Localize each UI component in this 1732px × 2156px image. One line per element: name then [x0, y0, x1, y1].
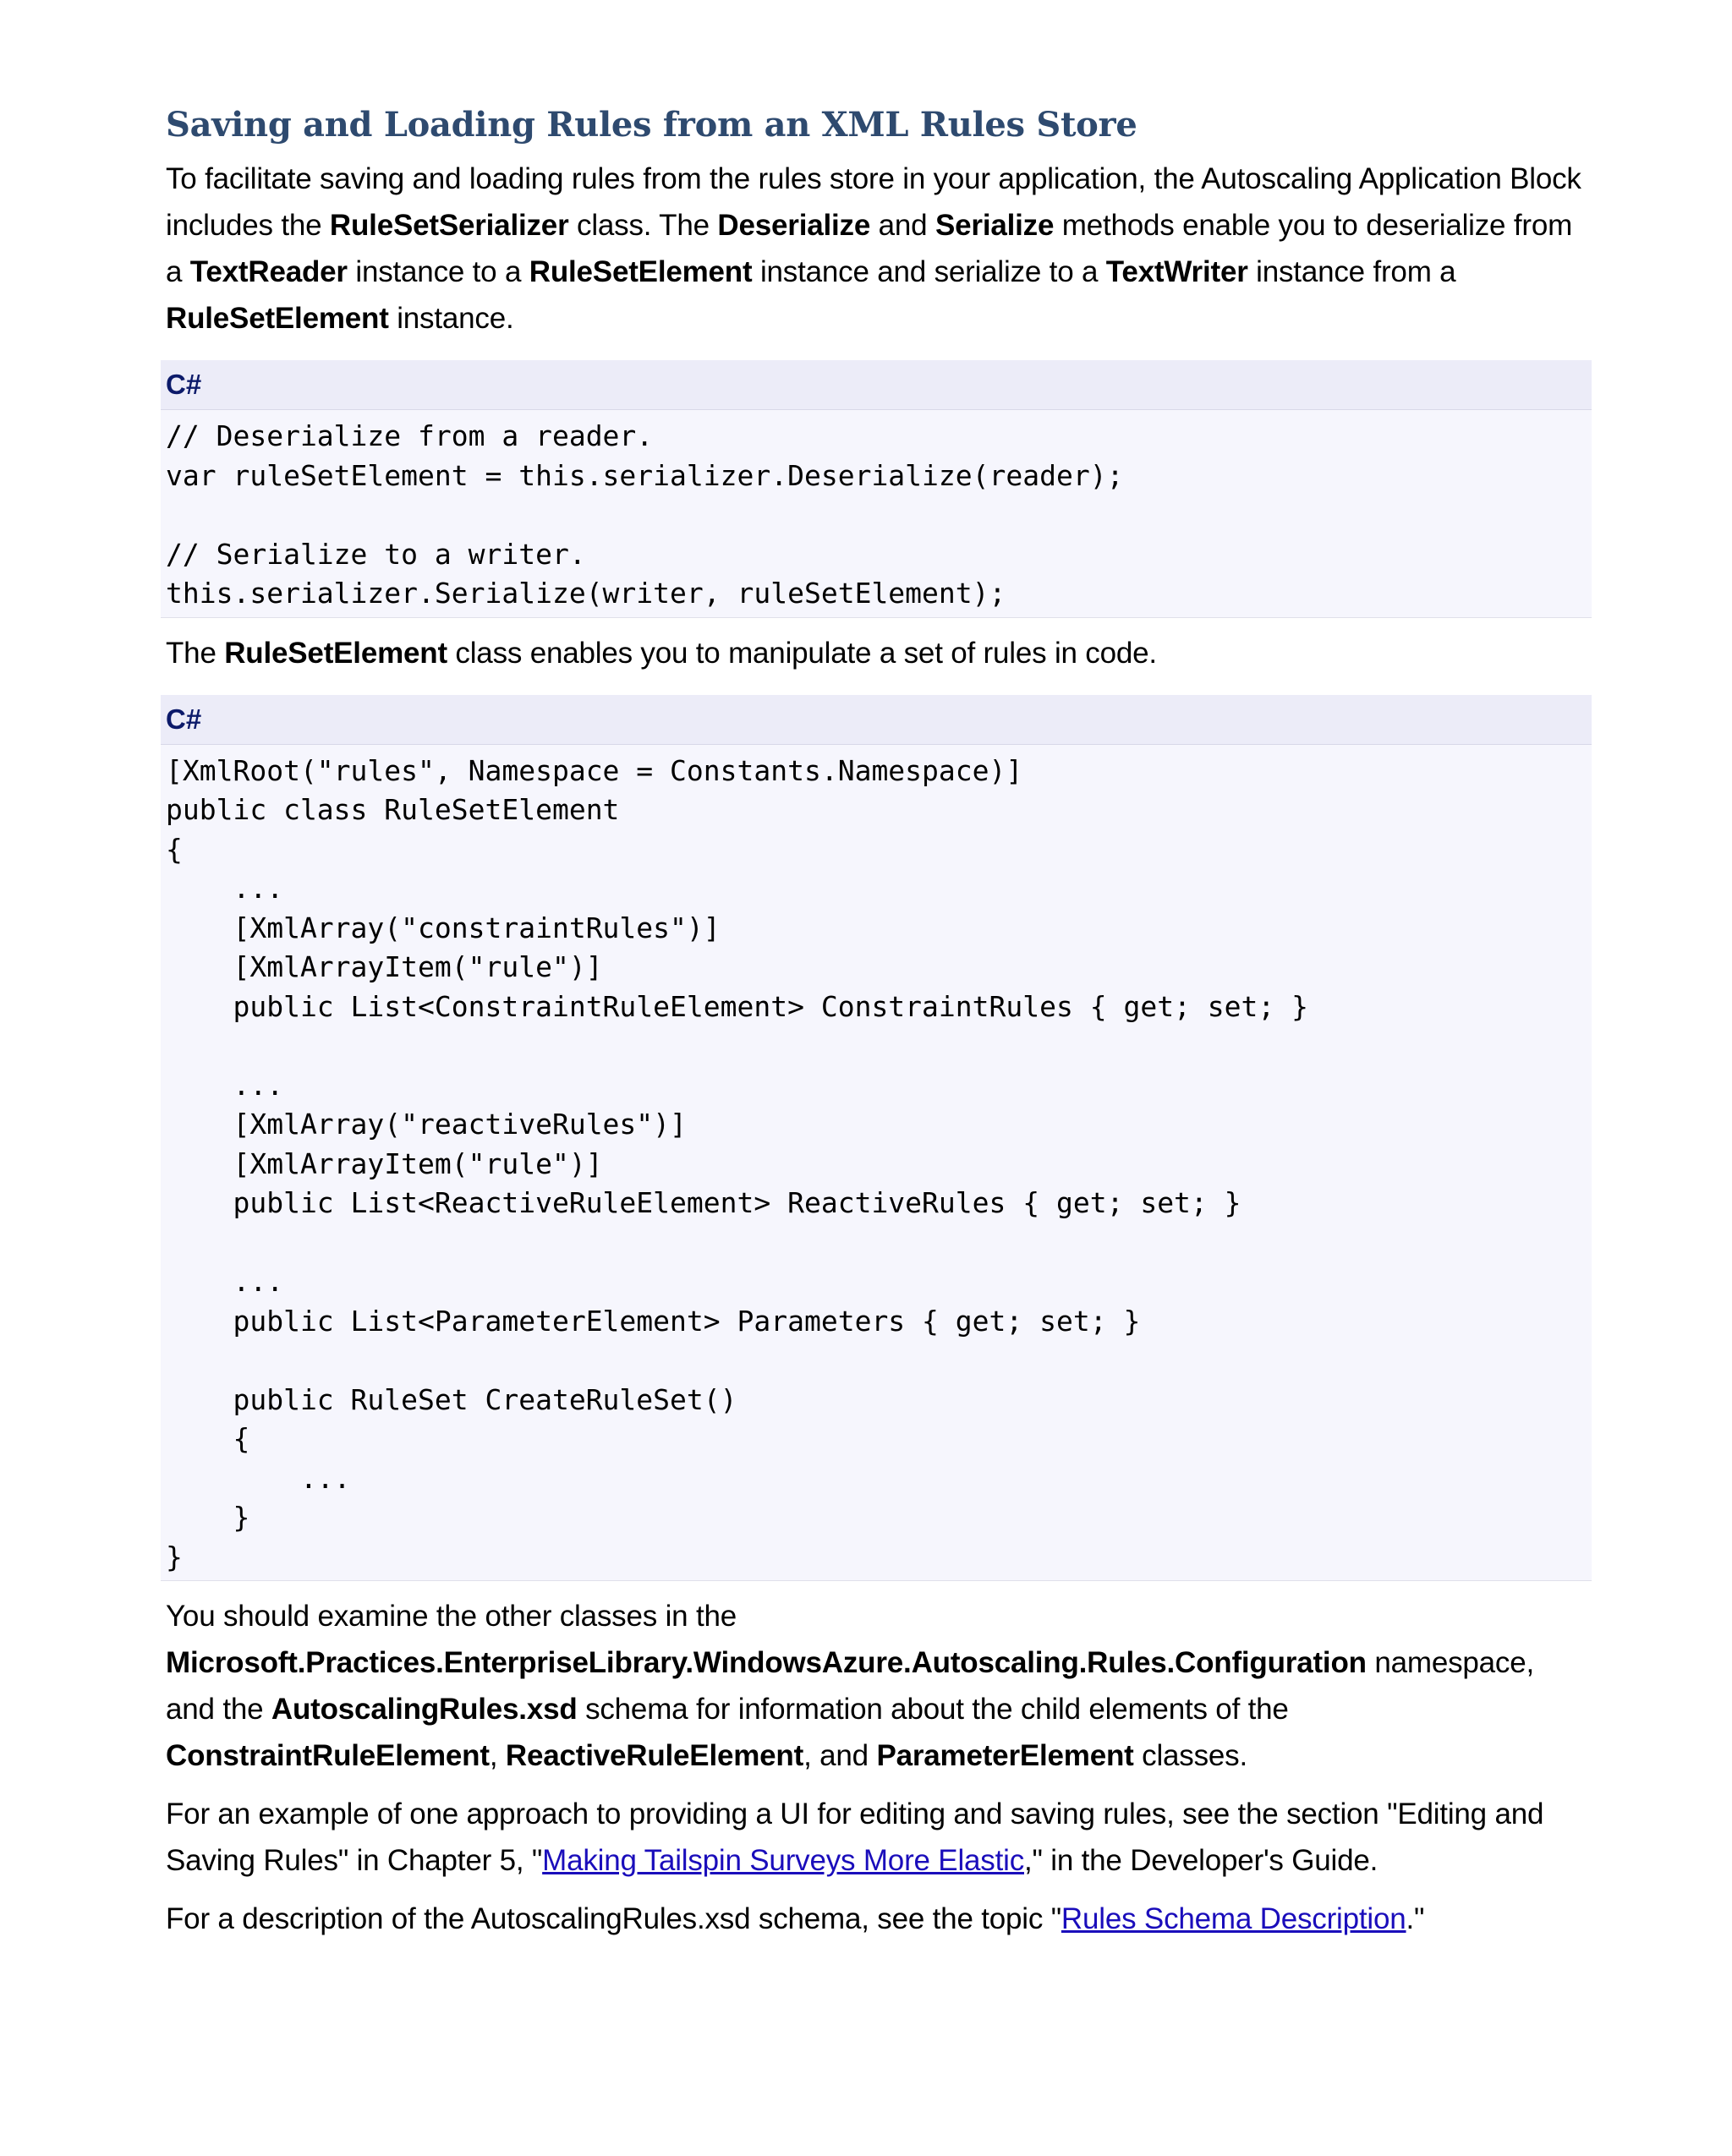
intro-paragraph	[166, 156, 1587, 342]
para2-bold-rulesetelement: RuleSetElement	[224, 636, 447, 670]
para3-text-6: classes.	[1133, 1739, 1247, 1772]
code-line: [XmlArray("constraintRules")]	[166, 911, 721, 944]
para4-text-2: ," in the Developer's Guide.	[1024, 1844, 1378, 1877]
intro-text-4: methods enable you to deserialize from a	[166, 209, 1573, 288]
intro-bold-rulesetelement-1: RuleSetElement	[529, 255, 753, 288]
para3-text-2: namespace, and the	[166, 1646, 1535, 1726]
para3-text-1: You should examine the other classes in the	[166, 1600, 737, 1633]
intro-bold-textreader: TextReader	[189, 255, 348, 288]
intro-bold-deserialize: Deserialize	[717, 209, 871, 242]
code-line: public List<ParameterElement> Parameters { get; set; }	[166, 1304, 1141, 1338]
code-line: [XmlArray("reactiveRules")]	[166, 1108, 687, 1141]
code-line: public class RuleSetElement	[166, 793, 620, 826]
code-line: ...	[166, 872, 284, 905]
namespace-paragraph	[166, 1593, 1587, 1779]
code-line: this.serializer.Serialize(writer, ruleSetElement);	[166, 577, 1006, 610]
para4-text-1: For an example of one approach to providing a UI for editing and saving rules, see the section "Editing and Saving Rules" in Chapter 5, "	[166, 1798, 1544, 1877]
para5-text-1: For a description of the AutoscalingRules.xsd schema, see the topic "	[166, 1902, 1061, 1935]
code-line: public List<ConstraintRuleElement> ConstraintRules { get; set; }	[166, 989, 1309, 1023]
code-line: // Serialize to a writer.	[166, 537, 586, 571]
document-page	[166, 100, 1587, 1942]
para3-bold-parameterelement: ParameterElement	[876, 1739, 1134, 1772]
code-line: [XmlRoot("rules", Namespace = Constants.Namespace)]	[166, 753, 1023, 787]
code-line	[166, 1026, 1587, 1066]
code-line: ...	[166, 1068, 284, 1102]
code-line: {	[166, 832, 183, 866]
code-line	[166, 495, 1587, 535]
para2-text-2: class enables you to manipulate a set of rules in code.	[447, 636, 1157, 670]
para5-text-2: ."	[1406, 1902, 1425, 1935]
para2-text-1: The	[166, 636, 225, 670]
intro-text-3: and	[870, 209, 935, 242]
para3-bold-namespace: Microsoft.Practices.EnterpriseLibrary.WindowsAzure.Autoscaling.Rules.Configuration	[166, 1646, 1367, 1679]
intro-bold-rulesetelement-2: RuleSetElement	[166, 302, 389, 335]
code-language-label: C#	[161, 360, 1592, 410]
intro-text-1: To facilitate saving and loading rules from the rules store in your application, the Autoscaling Application Block includes the	[166, 162, 1581, 242]
intro-text-7: instance from a	[1247, 255, 1456, 288]
intro-bold-ruleset-serializer: RuleSetSerializer	[329, 209, 569, 242]
code-line: var ruleSetElement = this.serializer.Deserialize(reader);	[166, 458, 1124, 492]
para3-bold-constraintruleelement: ConstraintRuleElement	[166, 1739, 490, 1772]
code-line: ...	[166, 1461, 351, 1495]
para3-text-3: schema for information about the child elements of the	[577, 1693, 1289, 1726]
code-line: // Deserialize from a reader.	[166, 419, 654, 452]
schema-paragraph	[166, 1896, 1587, 1942]
para3-bold-xsd: AutoscalingRules.xsd	[271, 1693, 578, 1726]
intro-text-8: instance.	[388, 302, 514, 335]
intro-text-6: instance and serialize to a	[752, 255, 1106, 288]
code-line	[166, 1341, 1587, 1381]
para3-bold-reactiveruleelement: ReactiveRuleElement	[505, 1739, 804, 1772]
code-line: {	[166, 1422, 250, 1455]
code-line: [XmlArrayItem("rule")]	[166, 950, 603, 983]
code-line: }	[166, 1501, 250, 1534]
para3-text-4: ,	[489, 1739, 506, 1772]
code-block-rulesetelement	[161, 695, 1592, 1582]
intro-bold-textwriter: TextWriter	[1105, 255, 1248, 288]
example-paragraph	[166, 1791, 1587, 1884]
code-line: }	[166, 1540, 183, 1573]
rulesetelement-paragraph	[166, 630, 1587, 676]
link-rules-schema-description[interactable]: Rules Schema Description	[1061, 1902, 1406, 1935]
code-line: ...	[166, 1265, 284, 1298]
code-language-label: C#	[161, 695, 1592, 745]
code-body	[161, 745, 1592, 1582]
intro-text-2: class. The	[568, 209, 718, 242]
code-line: public List<ReactiveRuleElement> ReactiveRules { get; set; }	[166, 1186, 1241, 1219]
code-line: public RuleSet CreateRuleSet()	[166, 1382, 737, 1416]
para3-text-5: , and	[803, 1739, 877, 1772]
code-line: [XmlArrayItem("rule")]	[166, 1146, 603, 1180]
code-line	[166, 1223, 1587, 1263]
intro-text-5: instance to a	[347, 255, 529, 288]
intro-bold-serialize: Serialize	[935, 209, 1055, 242]
code-body	[161, 410, 1592, 618]
link-making-tailspin-surveys-more-elastic[interactable]: Making Tailspin Surveys More Elastic	[542, 1844, 1024, 1877]
page-title: Saving and Loading Rules from an XML Rules Store	[166, 105, 1137, 145]
code-block-serializer	[161, 360, 1592, 618]
